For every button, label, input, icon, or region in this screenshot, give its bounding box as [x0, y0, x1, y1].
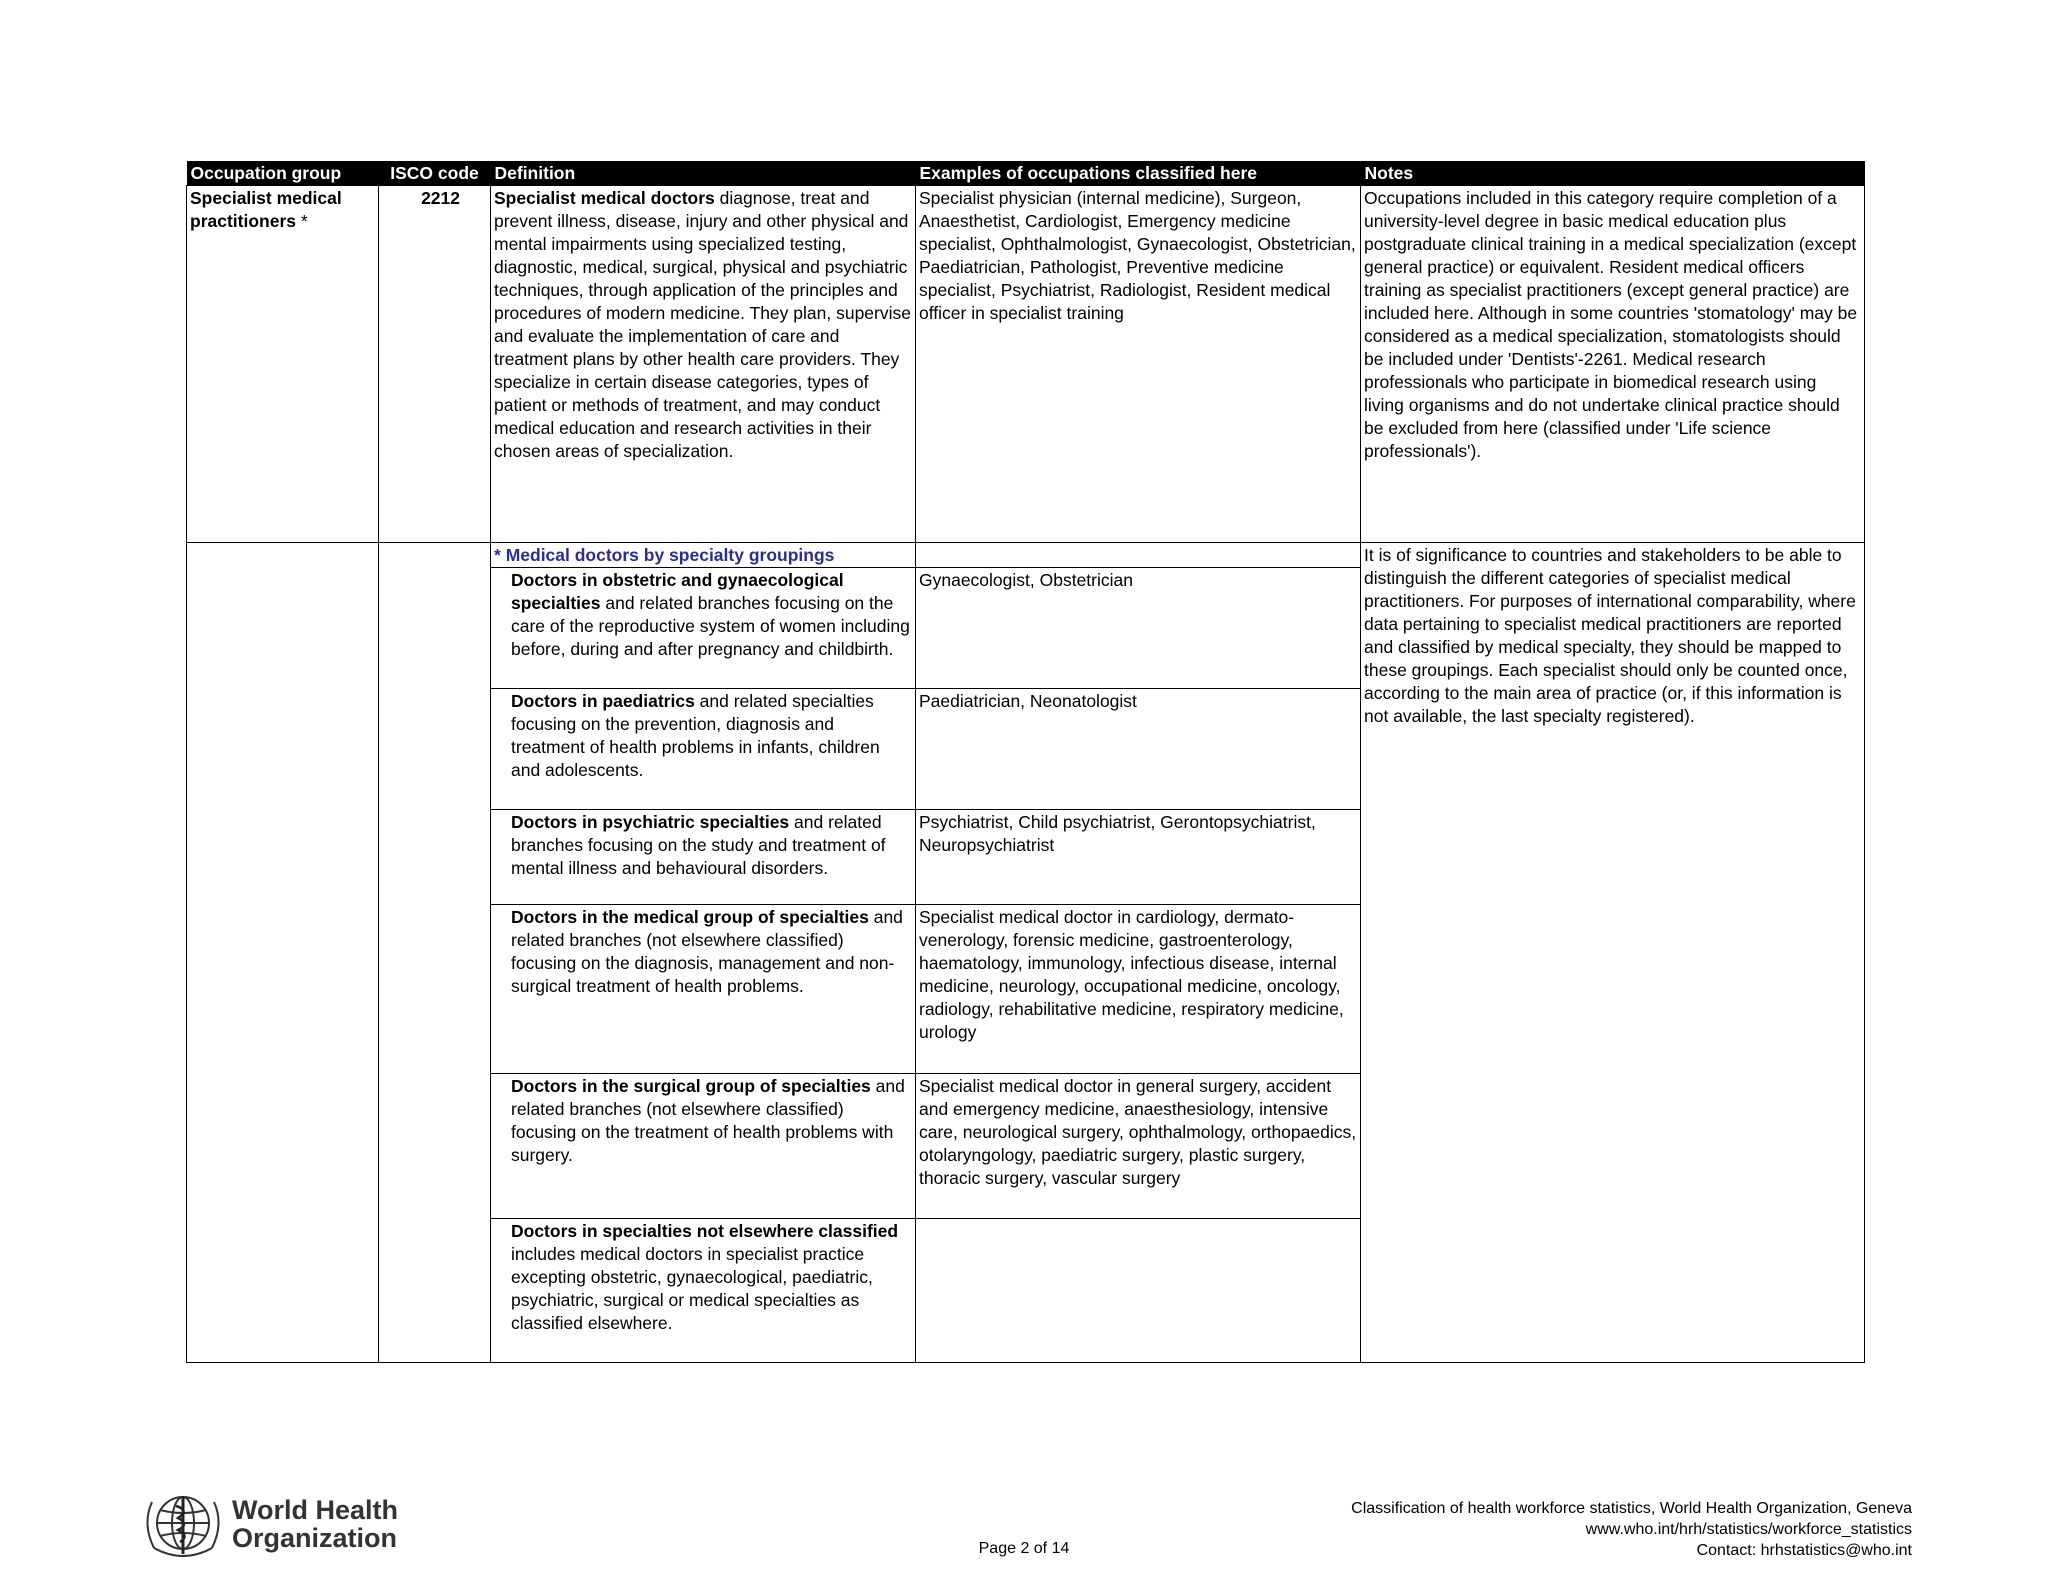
footer-citation-title: Classification of health workforce statistics, World Health Organization, Geneva	[1351, 1500, 1912, 1517]
footer-contact: Contact: hrhstatistics@who.int	[1696, 1542, 1912, 1559]
grouping-definition-bold: Doctors in the medical group of specialties	[511, 907, 869, 927]
page-number: Page 2 of 14	[978, 1540, 1070, 1557]
grouping-examples-cell: Specialist medical doctor in cardiology, dermato-venerology, forensic medicine, gastroenterology, haematology, immunology, infectious disease, internal medicine, neurology, occupational medicine, oncology, radiology, rehabilitative medicine, respiratory medicine, urology	[916, 905, 1361, 1074]
grouping-definition-bold: Doctors in the surgical group of specialties	[511, 1076, 871, 1096]
header-examples: Examples of occupations classified here	[916, 161, 1361, 186]
header-notes: Notes	[1361, 161, 1865, 186]
table-header-row	[187, 161, 1865, 186]
grouping-examples-cell	[916, 1219, 1361, 1363]
footer-citation	[1351, 1498, 1912, 1561]
grouping-examples-cell: Psychiatrist, Child psychiatrist, Gerontopsychiatrist, Neuropsychiatrist	[916, 810, 1361, 905]
grouping-definition-cell	[491, 1074, 916, 1219]
header-definition: Definition	[491, 161, 916, 186]
grouping-definition-text: and related specialties focusing on the prevention, diagnosis and treatment of health problems in infants, children and adolescents.	[511, 691, 880, 780]
grouping-definition-cell	[491, 1219, 916, 1363]
occupation-group-cell	[187, 186, 379, 543]
grouping-title: Medical doctors by specialty groupings	[505, 545, 835, 565]
who-name-line2: Organization	[232, 1523, 398, 1553]
empty-group-cell	[187, 543, 379, 1363]
grouping-definition-text: includes medical doctors in specialist practice excepting obstetric, gynaecological, paediatric, psychiatric, surgical or medical specialties as classified elsewhere.	[511, 1244, 873, 1333]
grouping-definition-cell	[491, 568, 916, 689]
grouping-definition-text: and related branches (not elsewhere classified) focusing on the treatment of health problems with surgery.	[511, 1076, 905, 1165]
grouping-notes-cell: It is of significance to countries and stakeholders to be able to distinguish the different categories of specialist medical practitioners. For purposes of international comparability, where data pertaining to specialist medical practitioners are reported and classified by medical specialty, they should be mapped to these groupings. Each specialist should only be counted once, according to the main area of practice (or, if this information is not available, the last specialty registered).	[1361, 543, 1865, 1363]
grouping-title-examples	[916, 543, 1361, 568]
grouping-definition-bold: Doctors in specialties not elsewhere classified	[511, 1221, 899, 1241]
grouping-definition-text: and related branches focusing on the study and treatment of mental illness and behavioural disorders.	[511, 812, 886, 878]
isco-code-cell: 2212	[379, 186, 491, 543]
occupation-group-label: Specialist medical practitioners	[190, 188, 342, 231]
header-occupation-group: Occupation group	[187, 161, 379, 186]
grouping-definition-bold: Doctors in psychiatric specialties	[511, 812, 790, 832]
notes-cell: Occupations included in this category require completion of a university-level degree in basic medical education plus postgraduate clinical training in a medical specialization (except general practice) or equivalent. Resident medical officers training as specialist practitioners (except general practice) are included here. Although in some countries 'stomatology' may be considered as a medical specialization, stomatologists should be included under 'Dentists'-2261. Medical research professionals who participate in biomedical research using living organisms and do not undertake clinical practice should be excluded from here (classified under 'Life science professionals').	[1361, 186, 1865, 543]
who-name-line1: World Health	[232, 1495, 399, 1525]
grouping-examples-cell: Paediatrician, Neonatologist	[916, 689, 1361, 810]
grouping-examples-cell: Specialist medical doctor in general surgery, accident and emergency medicine, anaesthesiology, intensive care, neurological surgery, ophthalmology, orthopaedics, otolaryngology, paediatric surgery, plastic surgery, thoracic surgery, vascular surgery	[916, 1074, 1361, 1219]
grouping-definition-text: and related branches (not elsewhere classified) focusing on the diagnosis, management and non-surgical treatment of health problems.	[511, 907, 903, 996]
grouping-definition-cell	[491, 905, 916, 1074]
grouping-definition-bold: Doctors in paediatrics	[511, 691, 695, 711]
definition-bold: Specialist medical doctors	[494, 188, 715, 208]
footer-website: www.who.int/hrh/statistics/workforce_statistics	[1585, 1521, 1912, 1538]
grouping-definition-text: and related branches focusing on the care of the reproductive system of women including before, during and after pregnancy and childbirth.	[511, 593, 910, 659]
classification-table	[186, 161, 1865, 1363]
grouping-definition-bold: Doctors in obstetric and gynaecological specialties	[511, 570, 844, 613]
grouping-title-cell	[491, 543, 916, 568]
occupation-group-marker: *	[300, 211, 308, 231]
table-row-specialist	[187, 186, 1865, 543]
table-row-grouping-title	[187, 543, 1865, 568]
grouping-definition-cell	[491, 810, 916, 905]
empty-code-cell	[379, 543, 491, 1363]
examples-cell: Specialist physician (internal medicine), Surgeon, Anaesthetist, Cardiologist, Emergency medicine specialist, Ophthalmologist, Gynaecologist, Obstetrician, Paediatrician, Pathologist, Preventive medicine specialist, Psychiatrist, Radiologist, Resident medical officer in specialist training	[916, 186, 1361, 543]
definition-cell	[491, 186, 916, 543]
grouping-definition-cell	[491, 689, 916, 810]
header-isco-code: ISCO code	[379, 161, 491, 186]
grouping-marker: *	[494, 545, 501, 565]
grouping-examples-cell: Gynaecologist, Obstetrician	[916, 568, 1361, 689]
definition-text: diagnose, treat and prevent illness, disease, injury and other physical and mental impairments using specialized testing, diagnostic, medical, surgical, physical and psychiatric techniques, through application of the principles and procedures of modern medicine. They plan, supervise and evaluate the implementation of care and treatment plans by other health care providers. They specialize in certain disease categories, types of patient or methods of treatment, and may conduct medical education and research activities in their chosen areas of specialization.	[494, 188, 911, 461]
